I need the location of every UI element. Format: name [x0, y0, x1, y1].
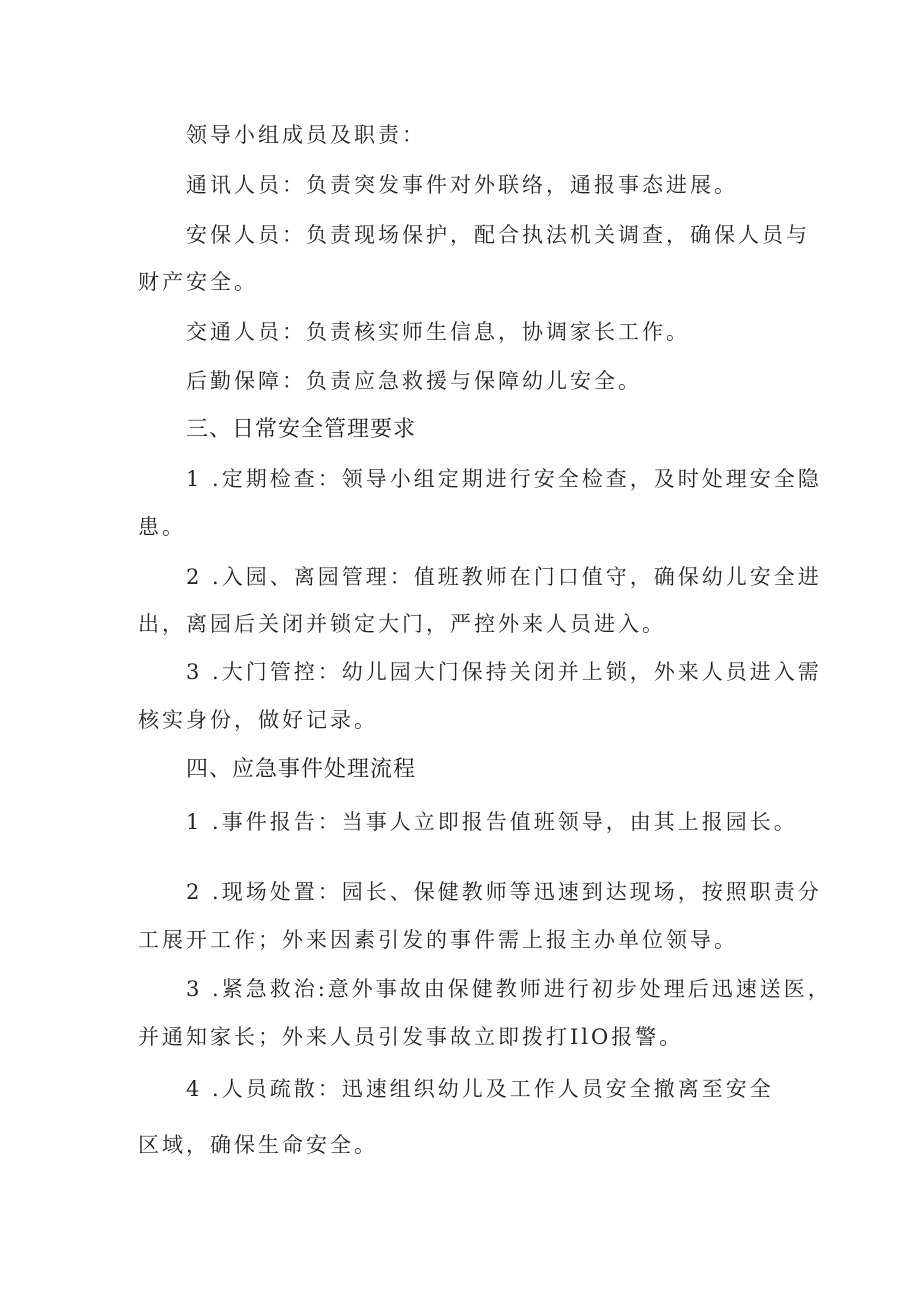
- section-4-item-2-line2: 工展开工作；外来因素引发的事件需上报主办单位领导。: [138, 928, 738, 952]
- section-4-heading: 四、应急事件处理流程: [186, 757, 417, 782]
- section-4-item-1: 1 .事件报告：当事人立即报告值班领导，由其上报园长。: [186, 810, 798, 834]
- logistics-support-duty: 后勤保障：负责应急救援与保障幼儿安全。: [186, 369, 642, 393]
- section-3-item-2-line2: 出，离园后关闭并锁定大门，严控外来人员进入。: [138, 612, 666, 636]
- section-4-item-4-line1: 4 .人员疏散：迅速组织幼儿及工作人员安全撤离至安全: [186, 1077, 774, 1101]
- section-4-item-3-line1: 3 .紧急救治:意外事故由保健教师进行初步处理后迅速送医，: [186, 977, 832, 1001]
- section-3-item-1-line2: 患。: [138, 515, 186, 539]
- section-4-item-3-line2: 并通知家长；外来人员引发事故立即拨打IlO报警。: [138, 1025, 684, 1049]
- communication-staff-duty: 通讯人员：负责突发事件对外联络，通报事态进展。: [186, 173, 738, 197]
- section-3-item-1-line1: 1 .定期检查：领导小组定期进行安全检查，及时处理安全隐: [186, 467, 822, 491]
- section-3-item-3-line1: 3 .大门管控：幼儿园大门保持关闭并上锁，外来人员进入需: [186, 660, 822, 684]
- section-4-item-4-line2: 区域，确保生命安全。: [138, 1133, 378, 1157]
- leadership-members-title: 领导小组成员及职责：: [186, 123, 426, 147]
- section-3-item-3-line2: 核实身份，做好记录。: [138, 708, 378, 732]
- security-staff-duty-line2: 财产安全。: [138, 270, 258, 294]
- section-4-item-2-line1: 2 .现场处置：园长、保健教师等迅速到达现场，按照职责分: [186, 880, 822, 904]
- section-3-item-2-line1: 2 .入园、离园管理：值班教师在门口值守，确保幼儿安全进: [186, 565, 822, 589]
- security-staff-duty-line1: 安保人员：负责现场保护，配合执法机关调查，确保人员与: [186, 223, 810, 247]
- section-3-heading: 三、日常安全管理要求: [186, 417, 417, 442]
- traffic-staff-duty: 交通人员：负责核实师生信息，协调家长工作。: [186, 320, 690, 344]
